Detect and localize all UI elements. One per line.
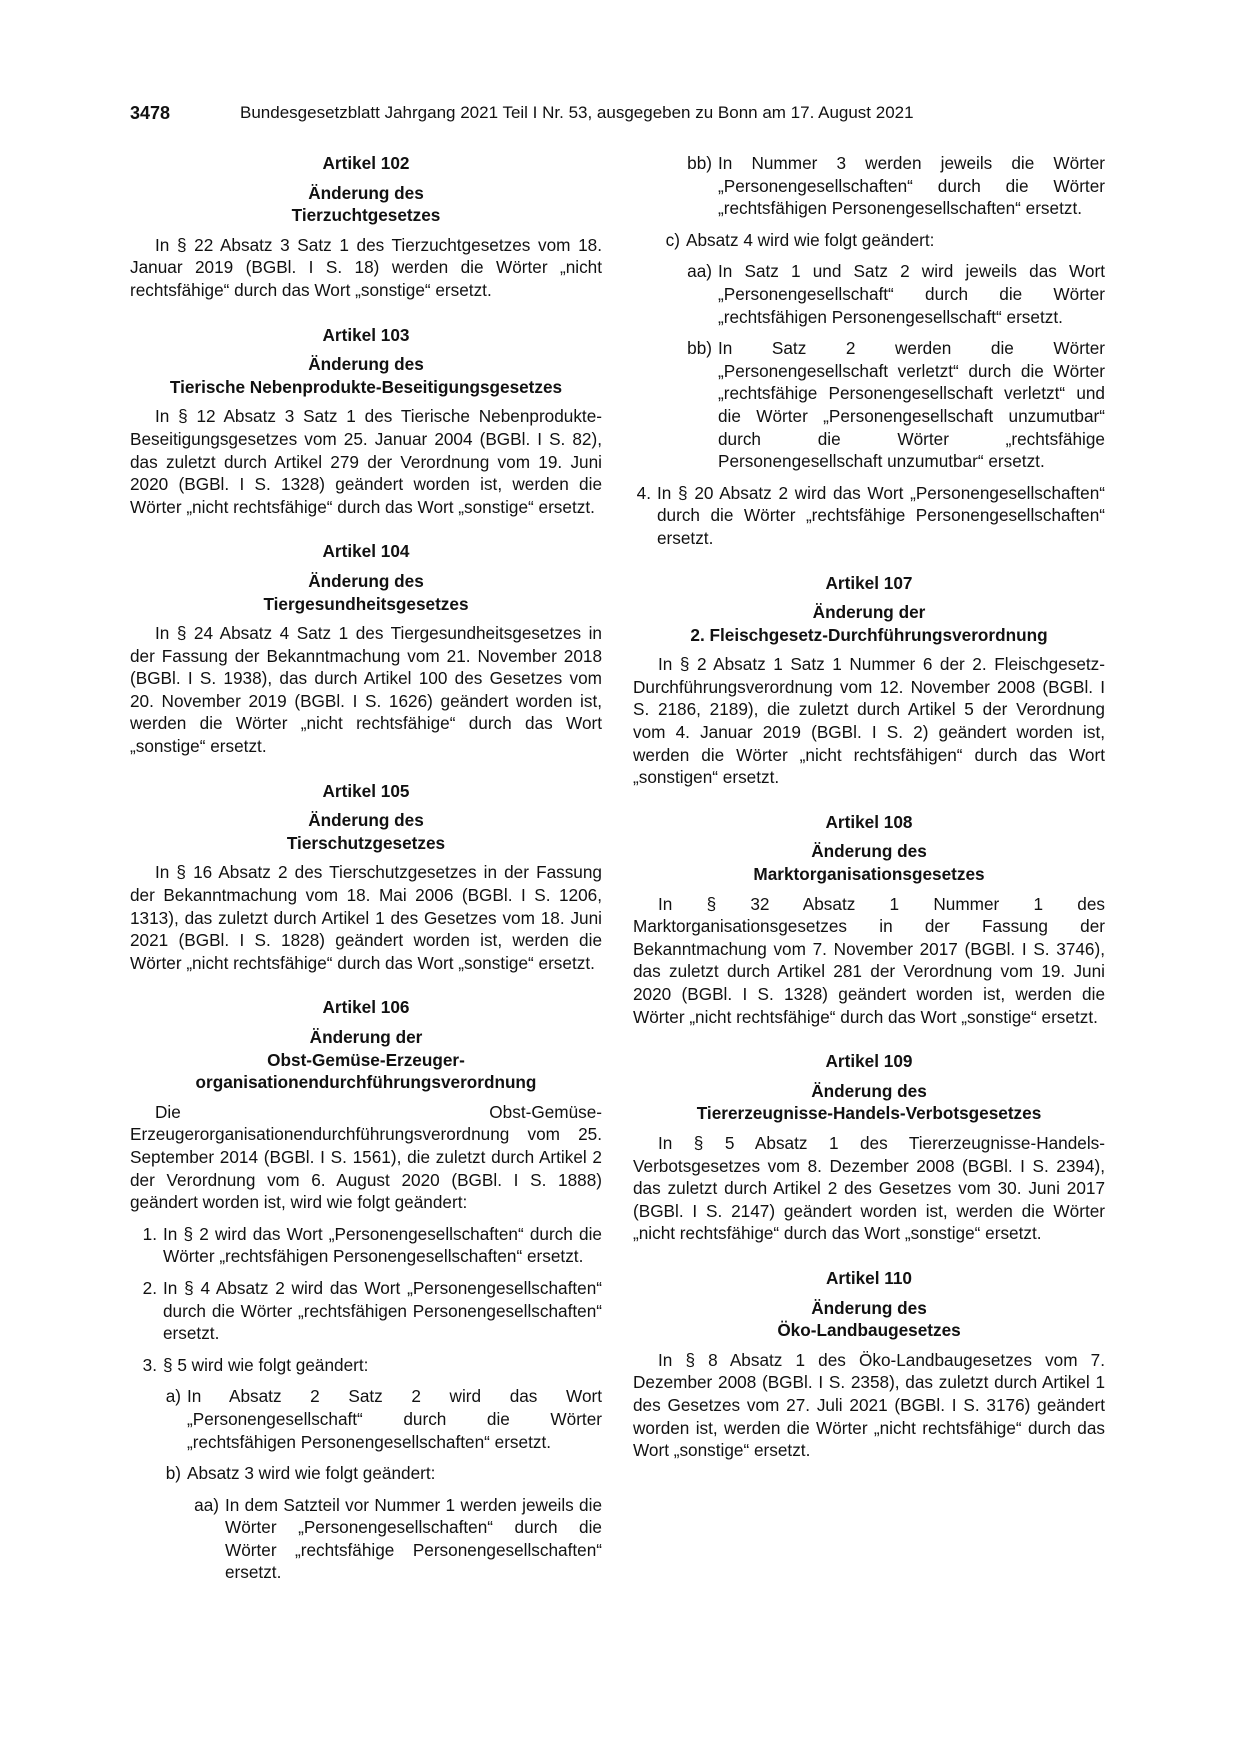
list-item-text: In dem Satzteil vor Nummer 1 werden jeweils die Wörter „Personengesellschaften“ durch die Wörter „rechtsfähige Personengesellschaften“ ersetzt. (225, 1494, 602, 1583)
article-number: Artikel 108 (825, 811, 913, 832)
article-title-line: 2. Fleischgesetz-Durchführungsverordnung (690, 624, 1048, 645)
article-title (633, 1080, 1105, 1125)
article-title (130, 182, 602, 227)
article-103 (130, 324, 602, 519)
article-title-line: Obst-Gemüse-Erzeuger- (267, 1049, 465, 1070)
article-106-continued (633, 152, 1105, 550)
list-item (130, 1277, 602, 1345)
list-item (158, 1385, 602, 1453)
article-title (130, 353, 602, 398)
article-title-line: Tierschutzgesetzes (286, 832, 446, 853)
article-title-line: Änderung des (308, 810, 424, 831)
article-text: In § 5 Absatz 1 des Tiererzeugnisse-Handels-Verbotsgesetzes vom 8. Dezember 2008 (BGBl. I S. 2394), das zuletzt durch Artikel 2 des Gesetzes vom 30. Juni 2017 (BGBl. I S. 2147) geändert worden ist, werden die Wörter „nicht rechtsfähige“ durch das Wort „sonstige“ ersetzt. (633, 1132, 1105, 1244)
list-item-label: bb) (687, 338, 712, 359)
list-item-text: In Absatz 2 Satz 2 wird das Wort „Personengesellschaft“ durch die Wörter „rechtsfähigen Personengesellschaften“ ersetzt. (187, 1386, 602, 1452)
article-number: Artikel 106 (322, 997, 410, 1018)
article-110 (633, 1267, 1105, 1462)
list-item-text: In § 2 wird das Wort „Personengesellschaften“ durch die Wörter „rechtsfähigen Personengesellschaften“ ersetzt. (163, 1223, 602, 1267)
list-item (680, 260, 1105, 328)
list-item-text: In Satz 2 werden die Wörter „Personengesellschaft verletzt“ durch die Wörter „rechtsfähige Personengesellschaft verletzt“ und die Wörter „Personengesellschaft unzumutbar“ durch die Wörter „rechtsfähige Personengesellschaft unzumutbar“ ersetzt. (718, 338, 1105, 472)
article-106 (130, 996, 602, 1584)
spacer (130, 518, 602, 540)
article-102 (130, 152, 602, 302)
list-item-text: Absatz 3 wird wie folgt geändert: (187, 1463, 436, 1484)
article-title-line: Änderung des (811, 1080, 927, 1101)
list-item-text: In Nummer 3 werden jeweils die Wörter „Personengesellschaften“ durch die Wörter „rechtsfähigen Personengesellschaften“ ersetzt. (718, 153, 1105, 219)
list-item-text: In § 20 Absatz 2 wird das Wort „Personengesellschaften“ durch die Wörter „rechtsfähige Personengesellschaften“ ersetzt. (657, 482, 1105, 548)
article-number: Artikel 107 (825, 572, 913, 593)
list-item-label: b) (165, 1463, 181, 1484)
article-105 (130, 780, 602, 975)
article-number: Artikel 105 (322, 780, 410, 801)
page-header (130, 100, 990, 126)
article-108 (633, 811, 1105, 1028)
list-item-label: aa) (194, 1494, 219, 1515)
article-title-line: Tierzuchtgesetzes (291, 205, 441, 226)
article-title (633, 840, 1105, 885)
article-text: In § 32 Absatz 1 Nummer 1 des Marktorganisationsgesetzes in der Fassung der Bekanntmachung vom 7. November 2017 (BGBl. I S. 3746), das zuletzt durch Artikel 281 der Verordnung vom 19. Juni 2020 (BGBl. I S. 1328) geändert worden ist, werden die Wörter „nicht rechtsfähige“ durch das Wort „sonstige“ ersetzt. (633, 893, 1105, 1027)
article-title-line: Änderung der (812, 602, 926, 623)
list-item-text: In Satz 1 und Satz 2 wird jeweils das Wort „Personengesellschaft“ durch die Wörter „rechtsfähigen Personengesellschaft“ ersetzt. (718, 261, 1105, 327)
spacer (633, 789, 1105, 811)
article-number: Artikel 104 (322, 541, 410, 562)
article-number: Artikel 103 (322, 324, 410, 345)
list-item (130, 1223, 602, 1268)
list-item-label: 4. (636, 482, 651, 503)
list-item-text: § 5 wird wie folgt geändert: (163, 1354, 369, 1375)
right-column (633, 152, 1105, 1462)
list-item (130, 1354, 602, 1377)
list-item-label: bb) (687, 153, 712, 173)
article-title-line: Tiergesundheitsgesetzes (263, 593, 469, 614)
spacer (130, 758, 602, 780)
list-item-label: 2. (142, 1277, 157, 1298)
list-item (680, 152, 1105, 220)
article-number: Artikel 109 (825, 1051, 913, 1072)
list-item-label: aa) (687, 261, 712, 282)
article-107 (633, 572, 1105, 789)
article-text: In § 24 Absatz 4 Satz 1 des Tiergesundheitsgesetzes in der Fassung der Bekanntmachung vom 21. November 2018 (BGBl. I S. 1938), das durch Artikel 100 des Gesetzes vom 20. November 2019 (BGBl. I S. 1626) geändert worden ist, werden die Wörter „nicht rechtsfähige“ durch das Wort „sonstige“ ersetzt. (130, 623, 602, 757)
article-title-line: Änderung des (308, 182, 424, 203)
list-item (629, 482, 1105, 550)
article-title-line: Änderung des (811, 1297, 927, 1318)
article-number: Artikel 102 (322, 153, 410, 173)
list-item-label: a) (165, 1386, 181, 1407)
article-text: In § 2 Absatz 1 Satz 1 Nummer 6 der 2. Fleischgesetz-Durchführungsverordnung vom 12. November 2008 (BGBl. I S. 2186, 2189), die zuletzt durch Artikel 5 der Verordnung vom 4. Januar 2019 (BGBl. I S. 2) geändert worden ist, werden die Wörter „nicht rechtsfähigen“ durch das Wort „sonstigen“ ersetzt. (633, 654, 1105, 788)
list-item (680, 337, 1105, 473)
article-text: Die Obst-Gemüse-Erzeugerorganisationendurchführungsverordnung vom 25. September 2014 (BGBl. I S. 1561), die zuletzt durch Artikel 2 der Verordnung vom 6. August 2020 (BGBl. I S. 1888) geändert worden ist, wird wie folgt geändert: (130, 1101, 602, 1213)
article-title (130, 809, 602, 854)
article-title-line: Änderung des (308, 570, 424, 591)
list-item (187, 1494, 602, 1584)
spacer (130, 302, 602, 324)
article-title-line: Änderung der (309, 1027, 423, 1047)
list-item-text: In § 4 Absatz 2 wird das Wort „Personengesellschaften“ durch die Wörter „rechtsfähigen Personengesellschaften“ ersetzt. (163, 1277, 602, 1344)
spacer (633, 550, 1105, 572)
spacer (633, 1028, 1105, 1050)
article-text: In § 8 Absatz 1 des Öko-Landbaugesetzes vom 7. Dezember 2008 (BGBl. I S. 2358), das zuletzt durch Artikel 1 des Gesetzes vom 27. Juli 2021 (BGBl. I S. 3176) geändert worden ist, werden die Wörter „nicht rechtsfähige“ durch das Wort „sonstige“ ersetzt. (633, 1349, 1105, 1461)
spacer (130, 974, 602, 996)
article-title-line: Änderung des (811, 841, 927, 862)
list-item-text: Absatz 4 wird wie folgt geändert: (686, 229, 935, 250)
article-title (633, 1297, 1105, 1342)
list-item-label: 3. (142, 1354, 157, 1375)
article-title-line: organisationendurchführungsverordnung (195, 1072, 537, 1093)
article-text: In § 12 Absatz 3 Satz 1 des Tierische Nebenprodukte-Beseitigungsgesetzes vom 25. Januar 2004 (BGBl. I S. 82), das zuletzt durch Artikel 279 der Verordnung vom 19. Juni 2020 (BGBl. I S. 1328) geändert worden ist, werden die Wörter „nicht rechtsfähige“ durch das Wort „sonstige“ ersetzt. (130, 406, 602, 517)
article-title-line: Marktorganisationsgesetzes (753, 864, 985, 885)
article-title-line: Tierische Nebenprodukte-Beseitigungsgesetzes (169, 376, 563, 397)
article-109 (633, 1050, 1105, 1245)
spacer (633, 1245, 1105, 1267)
list-item-label: c) (665, 229, 680, 250)
article-number: Artikel 110 (826, 1267, 912, 1288)
article-title-line: Änderung des (308, 354, 424, 375)
article-text: In § 16 Absatz 2 des Tierschutzgesetzes in der Fassung der Bekanntmachung vom 18. Mai 2006 (BGBl. I S. 1206, 1313), das zuletzt durch Artikel 1 des Gesetzes vom 18. Juni 2021 (BGBl. I S. 1828) geändert worden ist, werden die Wörter „nicht rechtsfähige“ durch das Wort „sonstige“ ersetzt. (130, 862, 602, 973)
article-text: In § 22 Absatz 3 Satz 1 des Tierzuchtgesetzes vom 18. Januar 2019 (BGBl. I S. 18) werden die Wörter „nicht rechtsfähige“ durch das Wort „sonstige“ ersetzt. (130, 234, 602, 300)
page-number: 3478 (130, 103, 171, 123)
article-title (633, 601, 1105, 646)
article-title-line: Öko-Landbaugesetzes (777, 1320, 961, 1341)
list-item (158, 1462, 602, 1485)
list-item-label: 1. (142, 1223, 157, 1244)
article-104 (130, 540, 602, 757)
left-column (130, 152, 602, 1584)
running-title: Bundesgesetzblatt Jahrgang 2021 Teil I Nr. 53, ausgegeben zu Bonn am 17. August 2021 (240, 103, 914, 122)
list-item (657, 229, 1105, 252)
article-title-line: Tiererzeugnisse-Handels-Verbotsgesetzes (696, 1103, 1042, 1124)
article-title (130, 1026, 602, 1094)
article-title (130, 570, 602, 615)
